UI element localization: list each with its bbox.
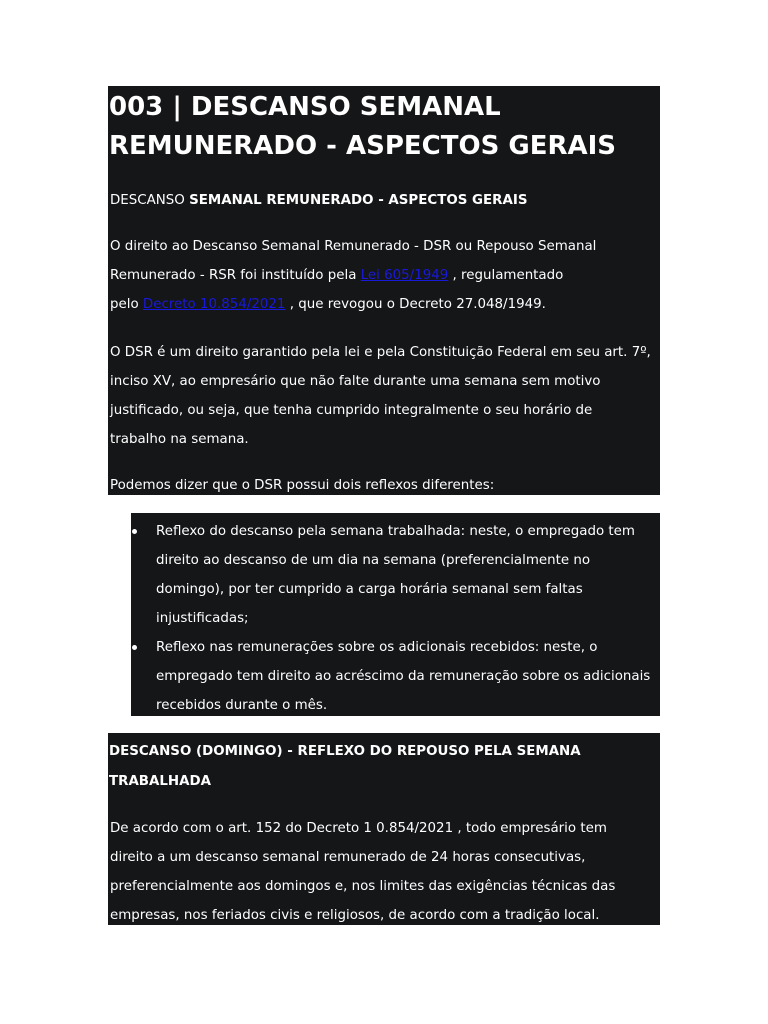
- bullet-icon: [132, 529, 137, 534]
- reflexes-list-block: [131, 513, 660, 716]
- section-heading-bold: SEMANAL REMUNERADO - ASPECTOS GERAIS: [189, 193, 528, 208]
- section2-line1: De acordo com o art. 152 do Decreto 1 0.854/2021 , todo empresário tem: [110, 821, 607, 836]
- list-item-2-line1: Reflexo nas remunerações sobre os adicionais recebidos: neste, o: [156, 640, 598, 655]
- list-item-2-line2: empregado tem direito ao acréscimo da remuneração sobre os adicionais: [156, 669, 651, 684]
- paragraph-dsr-right: [110, 338, 658, 454]
- para1-line2a: Remunerado - RSR foi instituído pela: [110, 268, 361, 283]
- decree-10854-link[interactable]: Decreto 10.854/2021: [142, 297, 286, 312]
- list-item: [131, 633, 660, 720]
- list-item: [131, 517, 660, 633]
- para1-line3b: , que revogou o Decreto 27.048/1949.: [285, 297, 546, 312]
- law-605-link[interactable]: Lei 605/1949: [360, 268, 449, 283]
- reflexes-list: [131, 517, 660, 720]
- list-item-1-line2: direito ao descanso de um dia na semana (preferencialmente no: [156, 553, 591, 568]
- section-heading-plain: DESCANSO: [110, 193, 190, 208]
- article-main-block: [108, 86, 660, 495]
- section2-title-line1: DESCANSO (DOMINGO) - REFLEXO DO REPOUSO PELA SEMANA: [109, 744, 581, 759]
- para1-line1: O direito ao Descanso Semanal Remunerado - DSR ou Repouso Semanal: [110, 239, 597, 254]
- section2-line3: preferencialmente aos domingos e, nos limites das exigências técnicas das: [110, 879, 616, 894]
- para2-line2: inciso XV, ao empresário que não falte durante uma semana sem motivo: [110, 374, 601, 389]
- list-item-2-line3: recebidos durante o mês.: [156, 698, 328, 713]
- list-item-1-line4: injustificadas;: [156, 611, 249, 626]
- section-heading: [110, 186, 658, 215]
- section2-line4: empresas, nos feriados civis e religiosos, de acordo com a tradição local.: [110, 908, 600, 923]
- paragraph-decree-article: [110, 814, 658, 930]
- article-title-line1: 003 | DESCANSO SEMANAL: [109, 92, 501, 122]
- bullet-icon: [132, 645, 137, 650]
- para2-line4: trabalho na semana.: [110, 432, 249, 447]
- list-item-1-line1: Reflexo do descanso pela semana trabalhada: neste, o empregado tem: [156, 524, 635, 539]
- paragraph-dsr-origin: [110, 232, 658, 319]
- list-item-1-line3: domingo), por ter cumprido a carga horária semanal sem faltas: [156, 582, 583, 597]
- para1-line2b: , regulamentado: [448, 268, 564, 283]
- paragraph-reflexes-intro: Podemos dizer que o DSR possui dois reflexos diferentes:: [110, 478, 495, 493]
- section-domingo-block: [108, 733, 660, 925]
- para2-line1: O DSR é um direito garantido pela lei e pela Constituição Federal em seu art. 7º,: [110, 345, 651, 360]
- section-domingo-title: [109, 737, 659, 797]
- para2-line3: justificado, ou seja, que tenha cumprido integralmente o seu horário de: [110, 403, 593, 418]
- article-title-line2: REMUNERADO - ASPECTOS GERAIS: [109, 131, 617, 161]
- para1-line3a: pelo: [110, 297, 143, 312]
- section2-line2: direito a um descanso semanal remunerado de 24 horas consecutivas,: [110, 850, 586, 865]
- section2-title-line2: TRABALHADA: [109, 774, 211, 789]
- article-title: [109, 88, 659, 166]
